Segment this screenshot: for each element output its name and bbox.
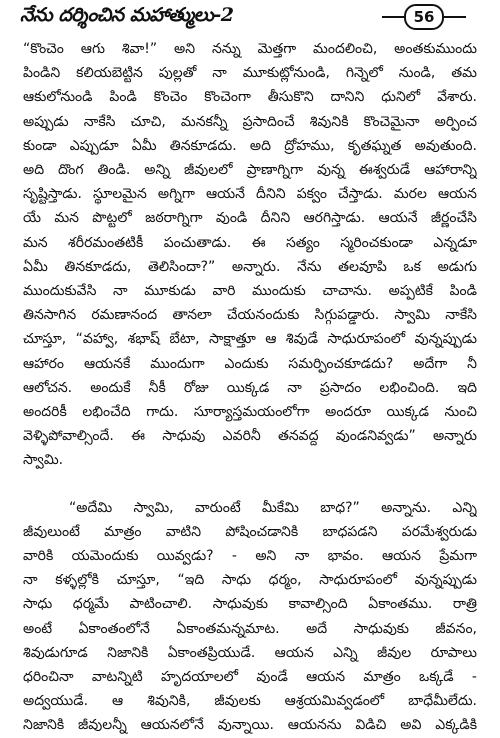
text-line: అంటే ఏకాంతంలోనే ఏకాంతమన్నమాట. అదే సాధువుకు జీవనం, (23, 620, 477, 637)
text-line: యే మన పొట్టలో జఠరాగ్నిగా వుండి దీనిని ఆరగిస్తాడు. ఆయనే జీర్ణంచేసి (23, 210, 477, 227)
text-line: చూస్తూ, “వహ్వా, శభాష్ బేటా, సాక్షాత్తూ ఆ శివుడే సాధురూపంలో వున్నప్పుడు (23, 331, 477, 348)
text-line: “కొంచెం ఆగు శివా!” అని నన్ను మెత్తగా మందలించి, అంతకుముందు (23, 41, 477, 57)
text-line: వారికి యమెందుకు యివ్వడు? - అని నా భావం. ఆయన ప్రేమగా (23, 548, 477, 565)
body-text (23, 37, 477, 738)
badge-rule-left (382, 16, 404, 18)
paragraph-2 (23, 496, 477, 738)
text-line: ఏమీ తినకూడదు, తెలిసిందా?” అన్నారు. నేను తలవూపి ఒక అడుగు (23, 258, 477, 275)
badge-rule-right (444, 16, 466, 18)
text-line: నా కళ్ళల్లోకి చూస్తూ, “ఇది సాధు ధర్మం, సాధురూపంలో వున్నప్పుడు (23, 572, 477, 589)
text-line: అప్పుడు నాకేసి చూచి, మనకన్నీ ప్రసాదించే శివునికి కొంచెమైనా అర్పించ (23, 113, 477, 130)
text-line: కుండా ఎప్పుడూ ఏమీ తినకూడదు. అది ద్రోహము, కృతఘ్నత అవుతుంది. (23, 137, 477, 154)
text-line: అద్వయుడే. ఆ శివునికి, జీవులకు ఆశ్రయమివ్వడంలో బాధేమీలేదు. (23, 693, 477, 710)
text-line: సాధు ధర్మమే పాటించాలి. సాధువుకు కావాల్సింది ఏకాంతము. రాత్రి (23, 596, 477, 613)
paragraph-1 (23, 37, 477, 473)
text-line: స్వామి. (23, 452, 64, 469)
text-line: ఆహారం ఆయనకే ముందుగా ఎందుకు సమర్పించకూడదు? అదేగా నీ (23, 355, 477, 372)
text-line: ముందుకువేసి నా మూకుడు వారి ముందుకు చాచాను. అప్పటికే పిండి (23, 283, 477, 300)
text-line: అది దొంగ తిండి. అన్ని జీవులలో ప్రాణాగ్నిగా వున్న ఈశ్వరుడే ఆహారాన్ని (23, 162, 477, 179)
paragraph-spacer (23, 473, 477, 496)
text-line: పిండిని కలియబెట్టిన పుల్లతో నా మూకుట్లోనుండి, గిన్నెలో నుండి, తమ (23, 65, 477, 82)
text-line: జీవులుంటే మాత్రం వాటిని పోషించడానికి బాధపడని పరమేశ్వరుడు (23, 523, 477, 540)
text-line: ఆలోచన. అందుకే నీకీ రోజు యిక్కడ నా ప్రసాదం లభించింది. ఇది (23, 379, 477, 396)
page-header (0, 0, 500, 34)
text-line: “అదేమి స్వామి, వారుంటే మీకేమి బాధ?” అన్నాను. ఎన్ని (69, 499, 477, 516)
page-number: 56 (404, 4, 444, 30)
text-line: నిజానికి జీవులన్నీ ఆయనలోనే వున్నాయి. ఆయనను విడిచి అవి ఎక్కడికి (23, 717, 477, 734)
text-line: సృష్టిస్తాడు. స్థూలమైన అగ్నిగా ఆయనే దీనిని పక్వం చేస్తాడు. మరల ఆయన (23, 186, 477, 203)
text-line: అందరికీ లభించేది గాదు. సూర్యాస్తమయంలోగా అందరూ యిక్కడ నుంచి (23, 404, 477, 421)
text-line: వెళ్ళిపోవాల్సిందే. ఈ సాధువు ఎవరినీ తనవద్ద వుండనివ్వడు” అన్నారు (23, 428, 477, 445)
text-line: శివుడుగూడ నిజానికి ఏకాంతప్రియుడే. ఆయన ఎన్ని జీవుల రూపాలు (23, 644, 477, 661)
page-number-badge (382, 4, 466, 30)
text-line: మన శరీరమంతటికీ పంచుతాడు. ఈ సత్యం స్మరించకుండా ఎన్నడూ (23, 234, 477, 251)
text-line: ఆకులోనుండి పిండి కొంచెం కొంచెంగా తీసుకొని దానిని ధునిలో వేశారు. (23, 89, 477, 106)
text-line: తినసాగిన రమణానంద తానలా చేయనందుకు సిగ్గుపడ్డారు. స్వామి నాకేసి (23, 307, 477, 324)
book-title: నేను దర్శించిన మహాత్ములు-2 (20, 4, 234, 26)
text-line: ధరించినా వాటన్నిటి హృదయాలలో వుండే ఆయన మాత్రం ఒక్కడే - (23, 669, 477, 686)
